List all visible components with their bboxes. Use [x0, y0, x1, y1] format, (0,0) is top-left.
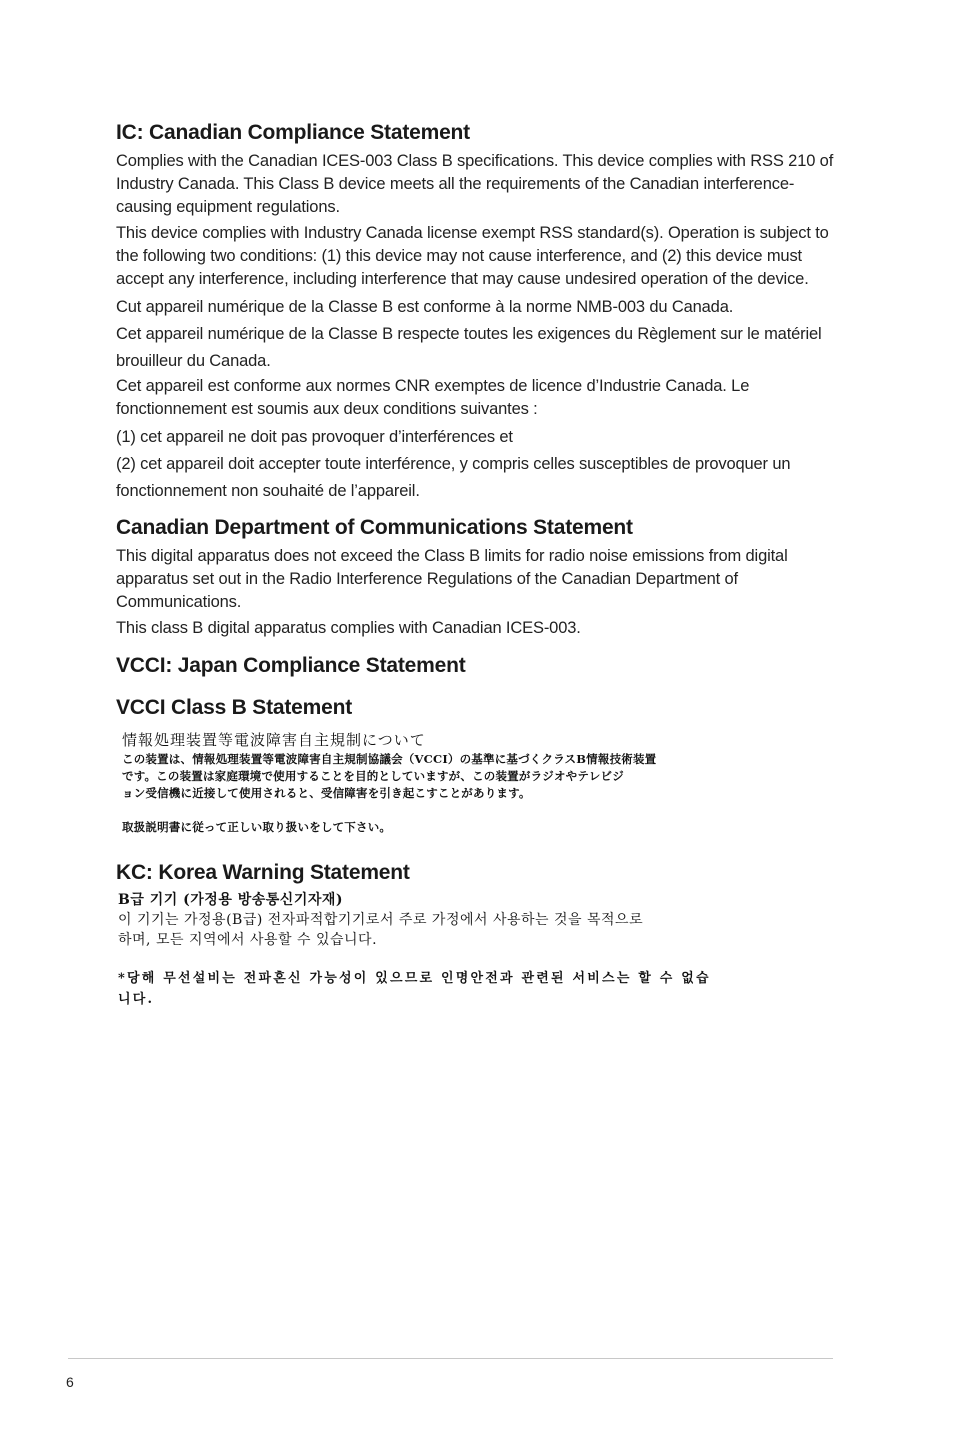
ic-section — [116, 118, 834, 505]
kc-notice-line-5: 니다. — [118, 992, 155, 1007]
ic-paragraph-3: Cut appareil numérique de la Classe B est conforme à la norme NMB-003 du Canada. — [116, 298, 734, 316]
vcci-subheading: VCCI Class B Statement — [116, 696, 353, 719]
vcci-notice-title: 情報処理装置等電波障害自主規制について — [122, 731, 426, 749]
kc-notice-line-3: 하며, 모든 지역에서 사용할 수 있습니다. — [118, 932, 378, 948]
vcci-notice-line-2: です。この装置は家庭環境で使用することを目的としていますが、この装置がラジオやテレビジ — [122, 769, 624, 783]
ic-paragraph-5: Cet appareil est conforme aux normes CNR exemptes de licence d’Industrie Canada. Le fonctionnement est soumis aux deux conditions suivantes : — [116, 377, 750, 418]
ic-paragraph-4: Cet appareil numérique de la Classe B respecte toutes les exigences du Règlement sur le matériel brouilleur du Canada. — [116, 325, 822, 370]
vcci-notice-line-3: ョン受信機に近接して使用されると、受信障害を引き起こすことがあります。 — [122, 786, 531, 800]
kc-notice-line-4: *당해 무선설비는 전파혼신 가능성이 있으므로 인명안전과 관련된 서비스는 할 수 없습 — [118, 971, 711, 986]
ic-paragraph-7: (2) cet appareil doit accepter toute interférence, y compris celles susceptibles de provoquer un fonctionnement non souhaité de l’appareil. — [116, 455, 791, 500]
ic-paragraph-2: This device complies with Industry Canada license exempt RSS standard(s). Operation is subject to the following two conditions: (1) this device may not cause interference, and (2) this device must accept any interference, including interference that may cause undesired operation of the device. — [116, 224, 829, 288]
dept-heading: Canadian Department of Communications Statement — [116, 516, 633, 539]
kc-notice-line-2: 이 기기는 가정용(B급) 전자파적합기기로서 주로 가정에서 사용하는 것을 목적으로 — [118, 912, 644, 928]
kc-section — [116, 858, 834, 1010]
ic-paragraph-6: (1) cet appareil ne doit pas provoquer d’interférences et — [116, 428, 513, 446]
vcci-japanese-notice — [122, 729, 834, 836]
vcci-section — [116, 651, 834, 836]
page-content — [116, 118, 834, 1010]
vcci-heading: VCCI: Japan Compliance Statement — [116, 654, 466, 677]
kc-korean-notice — [118, 890, 834, 1010]
footer-divider — [68, 1358, 833, 1359]
page-number: 6 — [66, 1374, 74, 1390]
kc-heading: KC: Korea Warning Statement — [116, 861, 410, 884]
ic-heading: IC: Canadian Compliance Statement — [116, 121, 470, 144]
dept-paragraph-2: This class B digital apparatus complies with Canadian ICES-003. — [116, 619, 581, 637]
vcci-notice-line-4: 取扱説明書に従って正しい取り扱いをして下さい。 — [122, 820, 392, 834]
dept-section — [116, 513, 834, 640]
vcci-notice-line-1: この装置は、情報処理装置等電波障害自主規制協議会（VCCI）の基準に基づくクラスB情報技術装置 — [122, 752, 657, 766]
ic-paragraph-1: Complies with the Canadian ICES-003 Class B specifications. This device complies with RSS 210 of Industry Canada. This Class B device meets all the requirements of the Canadian interference-causing equipment regulations. — [116, 152, 834, 216]
kc-notice-line-1: B급 기기 (가정용 방송통신기자재) — [118, 892, 344, 908]
dept-paragraph-1: This digital apparatus does not exceed the Class B limits for radio noise emissions from digital apparatus set out in the Radio Interference Regulations of the Canadian Department of Communications. — [116, 547, 788, 611]
